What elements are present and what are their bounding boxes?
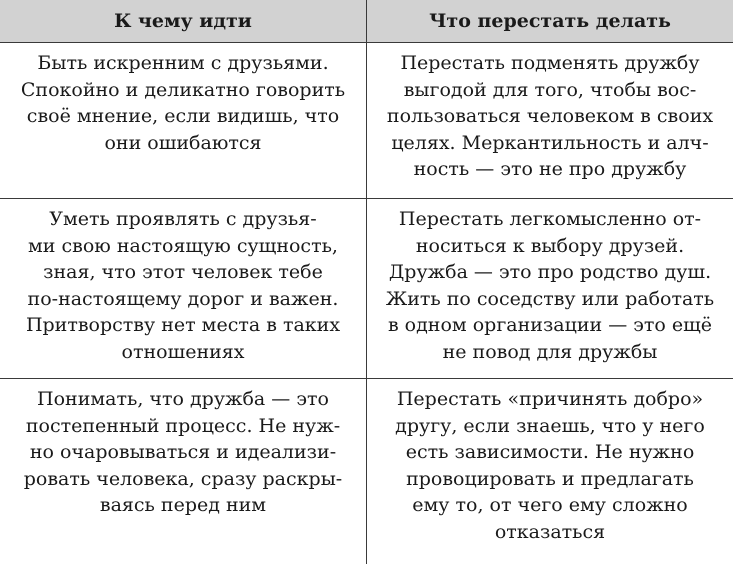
cell-line: провоцировать и предлагать <box>373 466 727 493</box>
stop-doing-cell <box>367 199 733 379</box>
cell-line: ваясь перед ним <box>6 492 360 519</box>
cell-line: не повод для дружбы <box>373 339 727 366</box>
cell-line: Жить по соседству или работать <box>373 286 727 313</box>
cell-line: в одном организации — это ещё <box>373 312 727 339</box>
cell-line: носиться к выбору друзей. <box>373 233 727 260</box>
cell-line: Перестать «причинять добро» <box>373 386 727 413</box>
cell-line: постепенный процесс. Не нуж- <box>6 413 360 440</box>
stop-doing-cell <box>367 43 733 199</box>
cell-line: они ошибаются <box>6 130 360 157</box>
cell-line: пользоваться человеком в своих <box>373 103 727 130</box>
cell-line: Понимать, что дружба — это <box>6 386 360 413</box>
table-row <box>0 379 733 564</box>
cell-line: Быть искренним с друзьями. <box>6 50 360 77</box>
cell-line: отказаться <box>373 519 727 546</box>
goal-cell <box>0 379 367 564</box>
column-header-goals: К чему идти <box>0 0 367 43</box>
cell-line: по-настоящему дорог и важен. <box>6 286 360 313</box>
table-row <box>0 199 733 379</box>
column-header-stop-doing: Что перестать делать <box>367 0 733 43</box>
cell-line: целях. Меркантильность и алч- <box>373 130 727 157</box>
cell-line: выгодой для того, чтобы вос- <box>373 77 727 104</box>
cell-line: отношениях <box>6 339 360 366</box>
cell-line: есть зависимости. Не нужно <box>373 439 727 466</box>
cell-line: своё мнение, если видишь, что <box>6 103 360 130</box>
stop-doing-cell <box>367 379 733 564</box>
goal-cell <box>0 199 367 379</box>
cell-line: зная, что этот человек тебе <box>6 259 360 286</box>
cell-line: Притворству нет места в таких <box>6 312 360 339</box>
cell-line: ровать человека, сразу раскры- <box>6 466 360 493</box>
goal-cell <box>0 43 367 199</box>
cell-line: ность — это не про дружбу <box>373 156 727 183</box>
cell-line: другу, если знаешь, что у него <box>373 413 727 440</box>
cell-line: Дружба — это про родство душ. <box>373 259 727 286</box>
cell-line: Уметь проявлять с друзья- <box>6 206 360 233</box>
cell-line: но очаровываться и идеализи- <box>6 439 360 466</box>
cell-line: ему то, от чего ему сложно <box>373 492 727 519</box>
table-row <box>0 43 733 199</box>
header-row <box>0 0 733 43</box>
cell-line: Спокойно и деликатно говорить <box>6 77 360 104</box>
cell-line: ми свою настоящую сущность, <box>6 233 360 260</box>
cell-line: Перестать легкомысленно от- <box>373 206 727 233</box>
cell-line: Перестать подменять дружбу <box>373 50 727 77</box>
